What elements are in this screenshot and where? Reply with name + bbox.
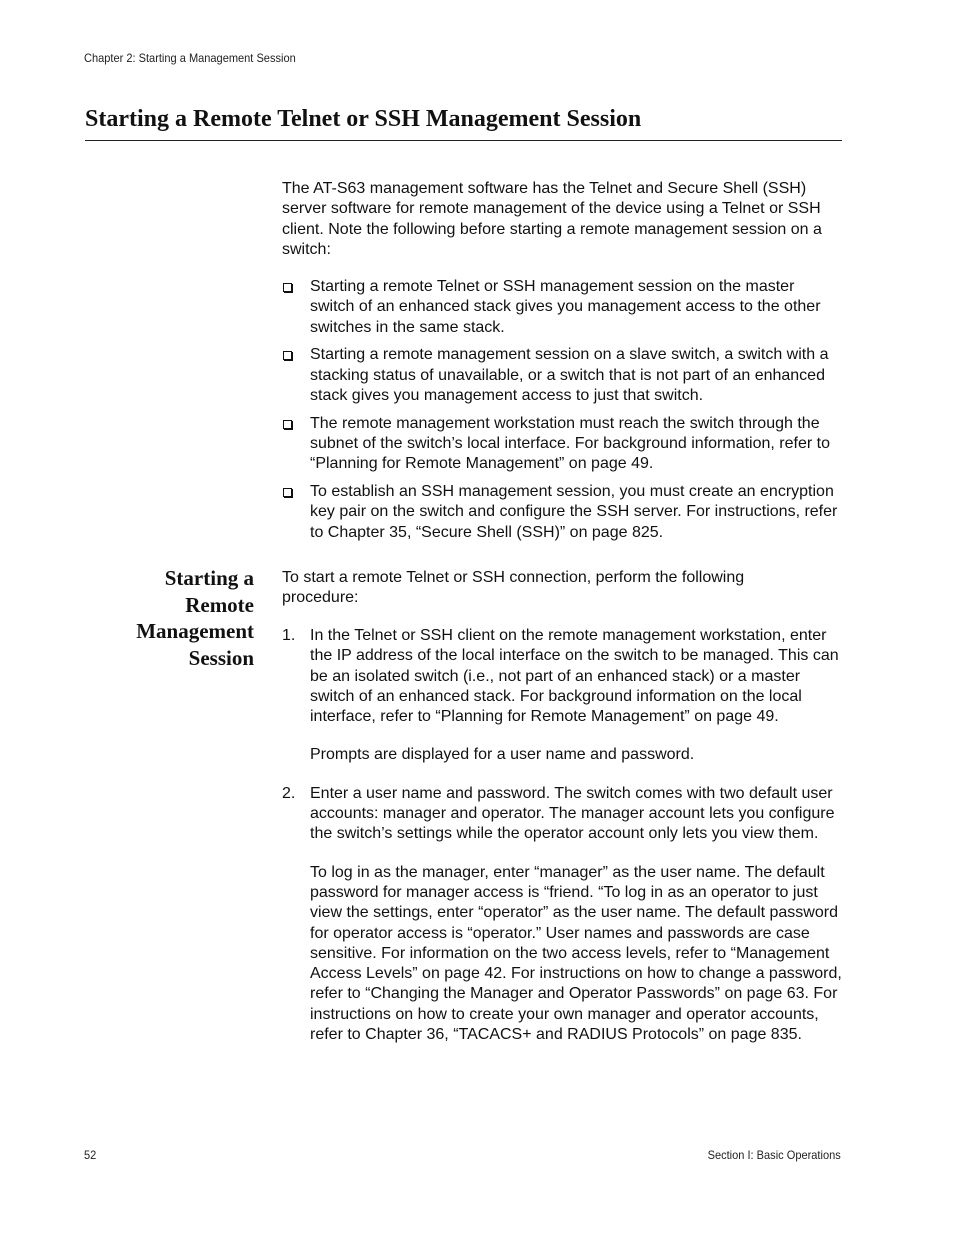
list-item	[282, 345, 842, 406]
step-note: To log in as the manager, enter “manager” as the user name. The default password for manager access is “friend. “To log in as an operator to just view the settings, enter “operator” as the user name. The default password for operator access is “operator.” User names and passwords are case sensitive. For information on the two access levels, refer to “Management Access Levels” on page 42. For instructions on how to change a password, refer to “Changing the Manager and Operator Passwords” on page 63. For instructions on how to create your own manager and operator accounts, refer to Chapter 36, “TACACS+ and RADIUS Protocols” on page 835.	[310, 863, 842, 1044]
checkbox-bullet-icon	[283, 488, 292, 497]
checkbox-bullet-icon	[283, 283, 292, 292]
list-item	[282, 277, 842, 338]
step-note: Prompts are displayed for a user name and password.	[310, 746, 695, 764]
step-number: 2.	[282, 784, 296, 802]
procedure-step	[282, 784, 842, 1046]
list-item-text: To establish an SSH management session, you must create an encryption key pair on the switch and configure the SSH server. For instructions, refer to Chapter 35, “Secure Shell (SSH)” on page 825.	[310, 483, 838, 541]
procedure-step	[282, 626, 842, 766]
procedure-steps	[282, 626, 842, 1063]
step-text: In the Telnet or SSH client on the remote management workstation, enter the IP address of the local interface on the switch to be managed. This can be an isolated switch (i.e., not part of an enhanced stack) or a master switch of an enhanced stack. For background information on the local interface, refer to “Planning for Remote Management” on page 49.	[310, 627, 839, 726]
procedure-intro: To start a remote Telnet or SSH connection, perform the following procedure:	[282, 569, 745, 607]
step-text: Enter a user name and password. The switch comes with two default user accounts: manager and operator. The manager account lets you configure the switch’s settings while the operator account only lets you view them.	[310, 784, 835, 843]
running-header: Chapter 2: Starting a Management Session	[84, 51, 296, 65]
step-number: 1.	[282, 627, 296, 644]
title-divider	[85, 140, 842, 141]
list-item-text: Starting a remote management session on a slave switch, a switch with a stacking status of unavailable, or a switch that is not part of an enhanced stack gives you management access to just that switch.	[310, 346, 829, 404]
checkbox-bullet-icon	[283, 351, 292, 360]
footer-section-name: Section I: Basic Operations	[707, 1148, 841, 1162]
list-item-text: The remote management workstation must reach the switch through the subnet of the switch’s local interface. For background information, refer to “Planning for Remote Management” on page 49.	[310, 414, 830, 473]
subsection-heading: Starting a Remote Management Session	[136, 566, 254, 670]
notes-list	[282, 277, 842, 551]
list-item	[282, 414, 842, 475]
list-item-text: Starting a remote Telnet or SSH management session on the master switch of an enhanced stack gives you management access to the other switches in the same stack.	[310, 278, 821, 336]
page-number: 52	[84, 1148, 97, 1162]
list-item	[282, 482, 842, 543]
page-title: Starting a Remote Telnet or SSH Management Session	[85, 106, 642, 132]
intro-paragraph: The AT-S63 management software has the Telnet and Secure Shell (SSH) server software for remote management of the device using a Telnet or SSH client. Note the following before starting a remote management session on a switch:	[282, 180, 822, 258]
checkbox-bullet-icon	[283, 420, 292, 429]
